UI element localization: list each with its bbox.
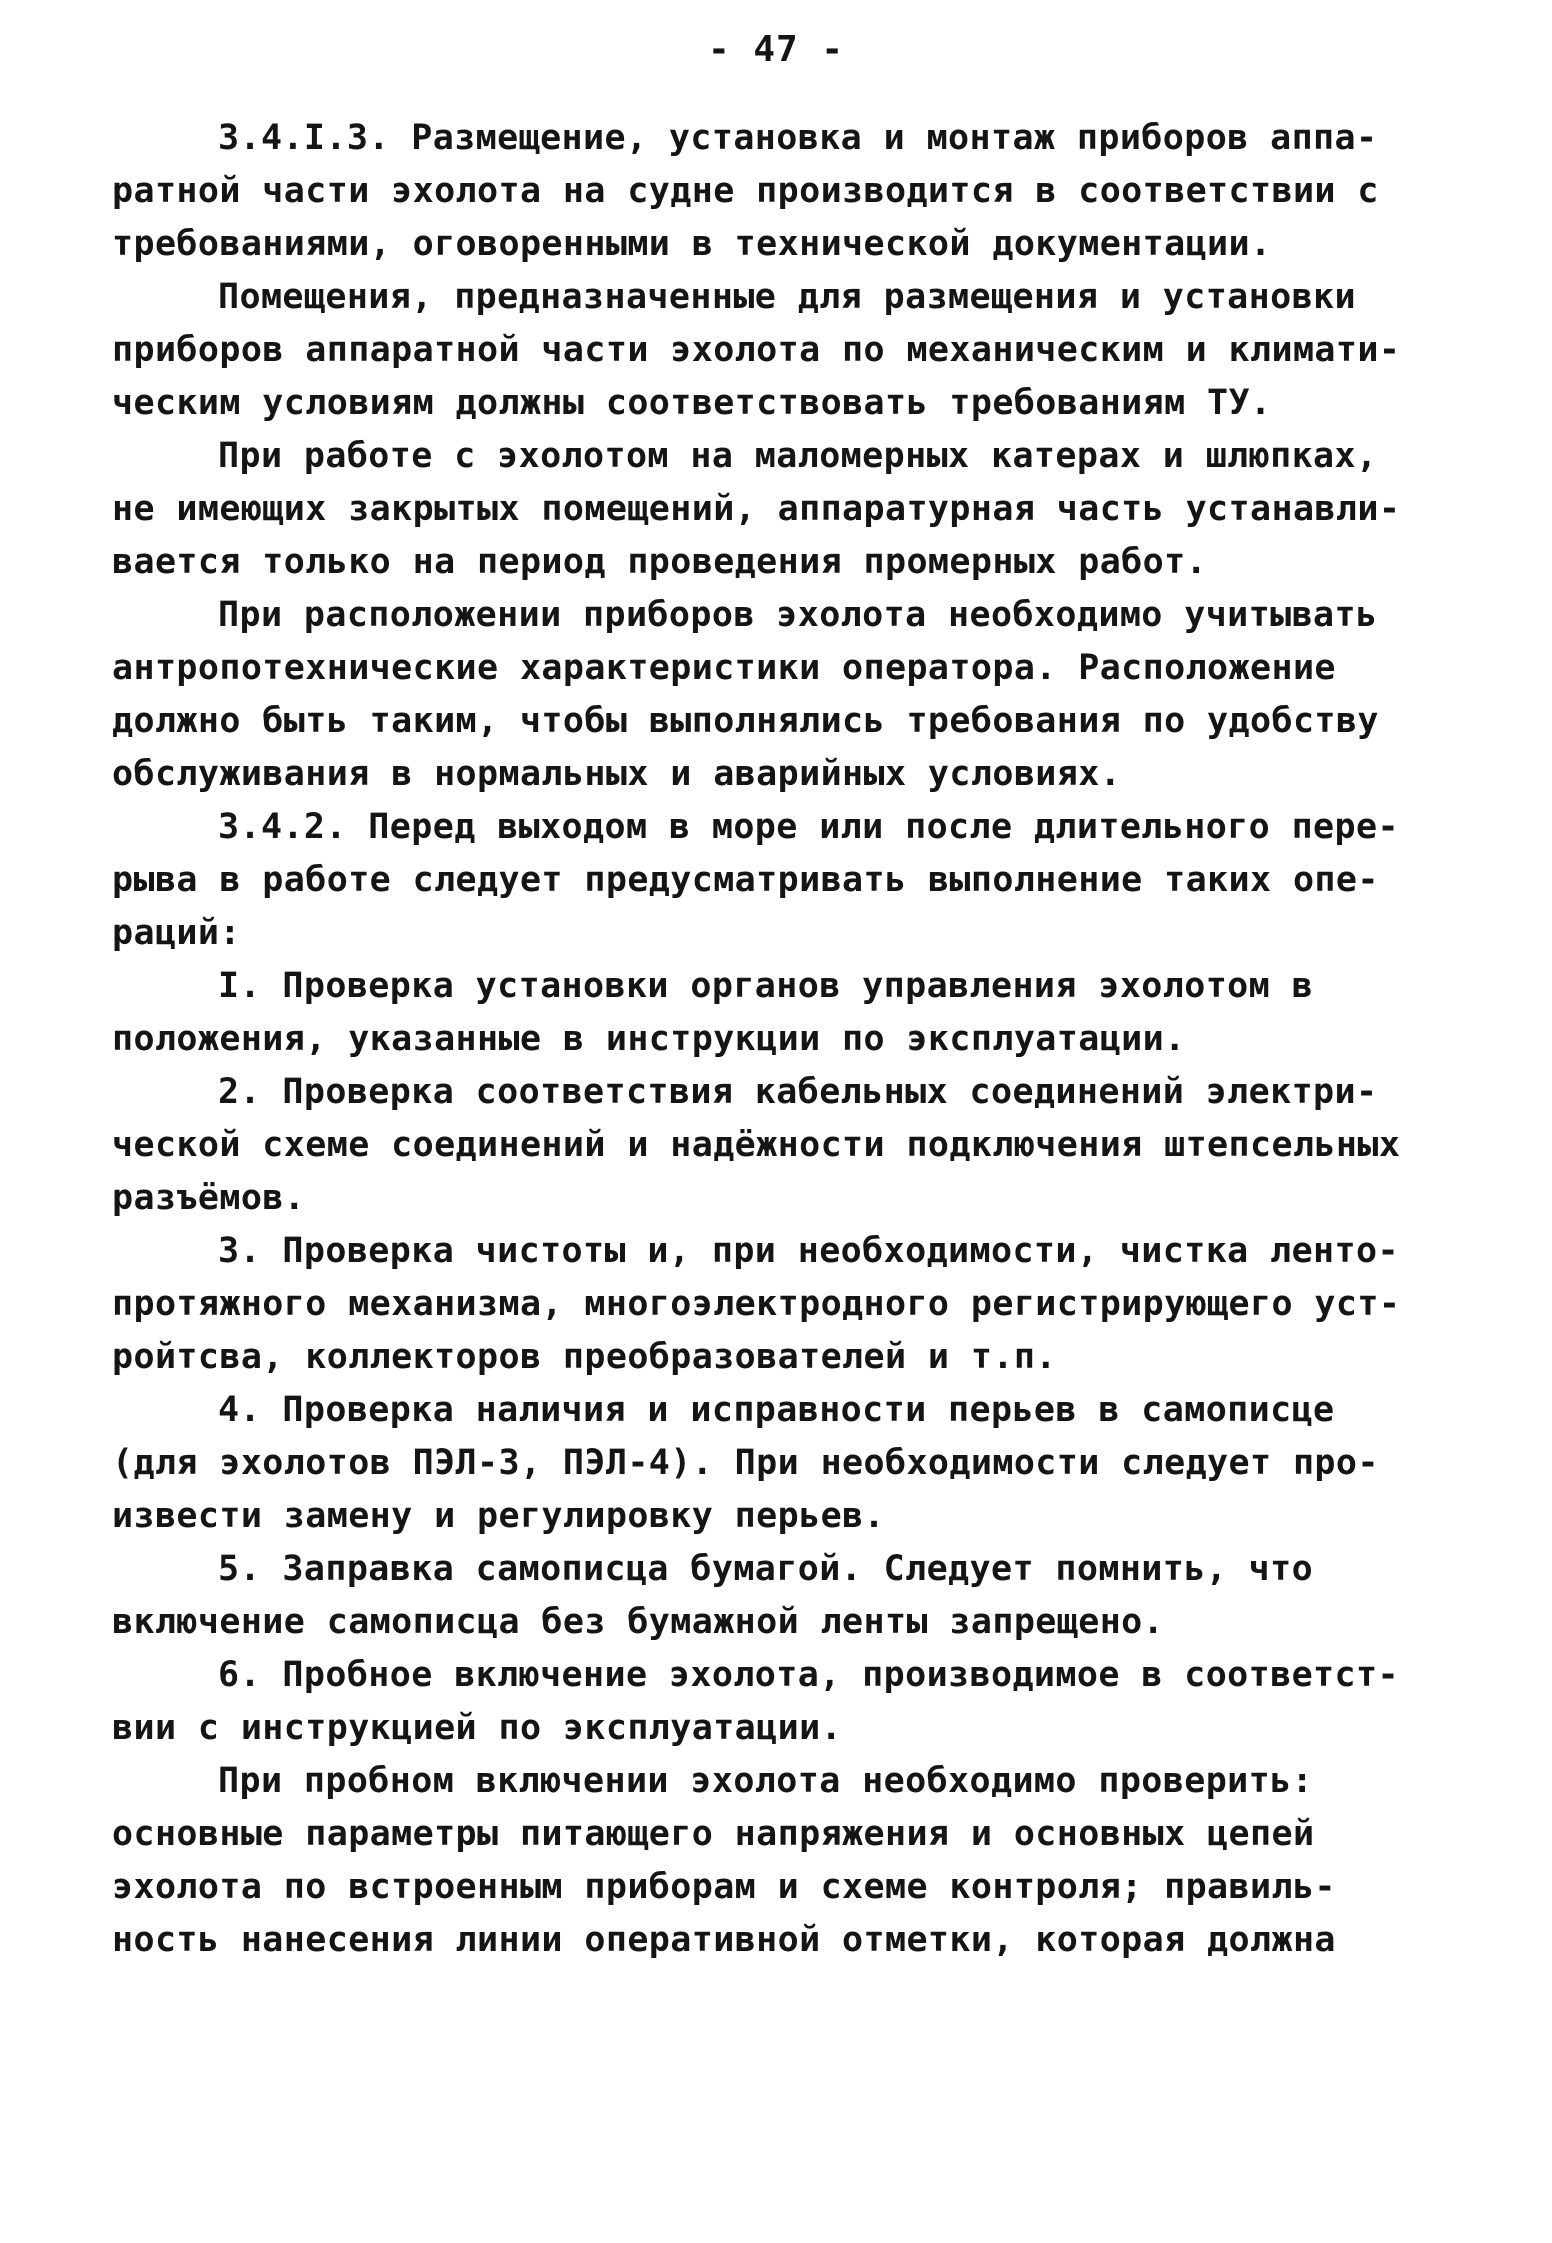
text-line: рыва в работе следует предусматривать выполнение таких опе-	[112, 860, 1379, 900]
text-line: При расположении приборов эхолота необходимо учитывать	[218, 595, 1378, 635]
text-line: 3.4.I.3. Размещение, установка и монтаж приборов аппа-	[218, 118, 1378, 158]
page-number: - 47 -	[707, 29, 845, 70]
text-line: разъёмов.	[112, 1178, 306, 1218]
text-line: ность нанесения линии оперативной отметки, которая должна	[112, 1920, 1336, 1960]
text-line: основные параметры питающего напряжения и основных цепей	[112, 1814, 1315, 1854]
text-line: обслуживания в нормальных и аварийных условиях.	[112, 754, 1122, 794]
text-line: 4. Проверка наличия и исправности перьев в самописце	[218, 1390, 1335, 1430]
text-line: (для эхолотов ПЭЛ-3, ПЭЛ-4). При необходимости следует про-	[112, 1443, 1379, 1483]
text-line: 2. Проверка соответствия кабельных соединений электри-	[218, 1072, 1378, 1112]
text-line: вается только на период проведения промерных работ.	[112, 542, 1208, 582]
text-line: протяжного механизма, многоэлектродного регистрирующего уст-	[112, 1284, 1401, 1324]
text-line: ройтсва, коллекторов преобразователей и т.п.	[112, 1337, 1057, 1377]
text-line: 5. Заправка самописца бумагой. Следует помнить, что	[218, 1549, 1314, 1589]
text-line: При работе с эхолотом на маломерных катерах и шлюпках,	[218, 436, 1378, 476]
text-line: не имеющих закрытых помещений, аппаратурная часть устанавли-	[112, 489, 1401, 529]
text-line: 6. Пробное включение эхолота, производимое в соответст-	[218, 1655, 1399, 1695]
text-line: должно быть таким, чтобы выполнялись требования по удобству	[112, 701, 1379, 741]
text-line: вии с инструкцией по эксплуатации.	[112, 1708, 843, 1748]
text-line: приборов аппаратной части эхолота по механическим и климати-	[112, 330, 1401, 370]
text-line: 3.4.2. Перед выходом в море или после длительного пере-	[218, 807, 1399, 847]
text-line: При пробном включении эхолота необходимо проверить:	[218, 1761, 1314, 1801]
text-line: требованиями, оговоренными в технической документации.	[112, 224, 1272, 264]
text-line: ческой схеме соединений и надёжности подключения штепсельных	[112, 1125, 1401, 1165]
text-line: антропотехнические характеристики оператора. Расположение	[112, 648, 1336, 688]
text-line: эхолота по встроенным приборам и схеме контроля; правиль-	[112, 1867, 1336, 1907]
text-line: раций:	[112, 913, 241, 953]
document-body	[112, 112, 1412, 1967]
text-line: извести замену и регулировку перьев.	[112, 1496, 885, 1536]
text-line: включение самописца без бумажной ленты запрещено.	[112, 1602, 1165, 1642]
text-line: ратной части эхолота на судне производится в соответствии с	[112, 171, 1379, 211]
text-line: Помещения, предназначенные для размещения и установки	[218, 277, 1357, 317]
text-line: 3. Проверка чистоты и, при необходимости, чистка ленто-	[218, 1231, 1399, 1271]
text-line: положения, указанные в инструкции по эксплуатации.	[112, 1019, 1186, 1059]
text-line: I. Проверка установки органов управления эхолотом в	[218, 966, 1314, 1006]
text-line: ческим условиям должны соответствовать требованиям ТУ.	[112, 383, 1272, 423]
